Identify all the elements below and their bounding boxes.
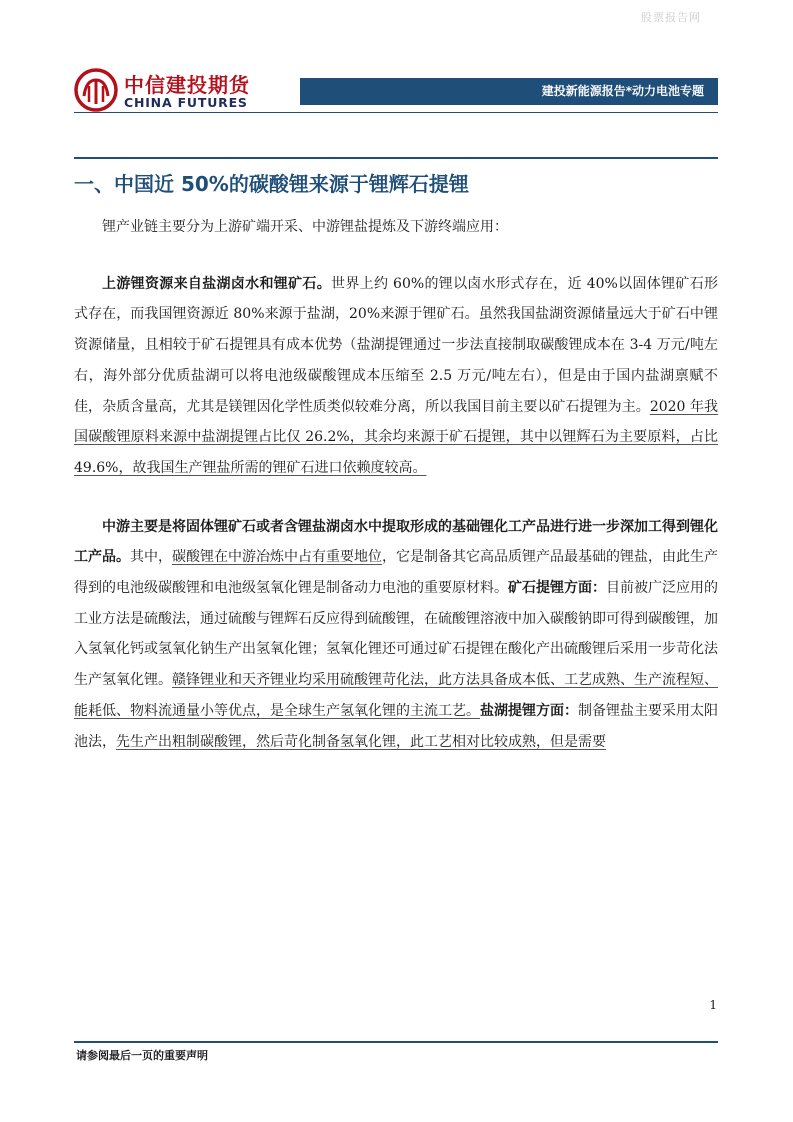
logo-chinese-name: 中信建投期货 bbox=[124, 73, 250, 97]
midstream-underlined-2: 赣锋锂业和天齐锂业均采用硫酸锂苛化法，此方法具备成本低、工艺成熟、生产流程短、能耗低、物料流通量小等优点，是全球生产氢氧化锂的主流工艺。 bbox=[74, 672, 718, 719]
upstream-text: 世界上约 60%的锂以卤水形式存在，近 40%以固体锂矿石形式存在，而我国锂资源近 80%来源于盐湖，20%来源于锂矿石。虽然我国盐湖资源储量远大于矿石中锂资源储量，且相较于矿石提锂具有成本优势（盐湖提锂通过一步法直接制取碳酸锂成本在 3-4 万元/吨左右，海外部分优质盐湖可以将电池级碳酸锂成本压缩至 2.5 万元/吨左右），但是由于国内盐湖禀赋不佳，杂质含量高，尤其是镁锂因化学性质类似较难分离，所以我国目前主要以矿石提锂为主。 bbox=[74, 275, 719, 415]
company-logo bbox=[74, 68, 274, 112]
midstream-paragraph bbox=[74, 512, 718, 758]
watermark: 股票报告网 bbox=[641, 11, 701, 24]
ore-extraction-heading: 矿石提锂方面： bbox=[508, 580, 606, 597]
midstream-text-2: ，它是制备其它高品质锂产品最基础的锂盐，由此生产得到的电池级碳酸锂和电池级氢氧化锂是制备动力电池的重要原材料。 bbox=[74, 549, 718, 597]
report-header-title: 建投新能源报告*动力电池专题 bbox=[300, 78, 718, 105]
midstream-underlined-1: 碳酸锂在中游冶炼中占有重要地位 bbox=[172, 549, 382, 566]
china-futures-logo-icon bbox=[74, 68, 118, 112]
page-number: 1 bbox=[709, 998, 717, 1012]
section-title: 一、中国近 50%的碳酸锂来源于锂辉石提锂 bbox=[74, 172, 469, 196]
upstream-underlined: 2020 年我国碳酸锂原料来源中盐湖提锂占比仅 26.2%，其余均来源于矿石提锂，其中以锂辉石为主要原料，占比 49.6%，故我国生产锂盐所需的锂矿石进口依赖度较高。 bbox=[74, 398, 718, 476]
midstream-text-3: 目前被广泛应用的工业方法是硫酸法，通过硫酸与锂辉石反应得到硫酸锂，在硫酸锂溶液中加入碳酸钠即可得到碳酸锂，加入氢氧化钙或氢氧化钠生产出氢氧化锂；氢氧化锂还可通过矿石提锂在酸化产出硫酸锂后采用一步苛化法生产氢氧化锂。 bbox=[74, 580, 718, 689]
section-divider bbox=[74, 157, 718, 159]
footer-divider bbox=[74, 1041, 718, 1043]
upstream-lead: 上游锂资源来自盐湖卤水和锂矿石。 bbox=[102, 275, 332, 292]
midstream-underlined-3: 先生产出粗制碳酸锂，然后苛化制备氢氧化锂，此工艺相对比较成熟，但是需要 bbox=[116, 733, 606, 750]
midstream-text-4: 制备锂盐主要采用太阳池法， bbox=[74, 702, 718, 750]
header-divider bbox=[74, 112, 718, 113]
midstream-text-1: 其中， bbox=[130, 549, 172, 566]
footer-disclaimer: 请参阅最后一页的重要声明 bbox=[76, 1049, 208, 1062]
upstream-paragraph bbox=[74, 269, 718, 484]
body-content bbox=[74, 212, 718, 757]
intro-paragraph: 锂产业链主要分为上游矿端开采、中游锂盐提炼及下游终端应用： bbox=[102, 219, 508, 235]
brine-extraction-heading: 盐湖提锂方面： bbox=[480, 702, 578, 719]
logo-english-name: CHINA FUTURES bbox=[124, 95, 248, 110]
midstream-lead: 中游主要是将固体锂矿石或者含锂盐湖卤水中提取形成的基础锂化工产品进行进一步深加工得到锂化工产品。 bbox=[74, 518, 718, 566]
